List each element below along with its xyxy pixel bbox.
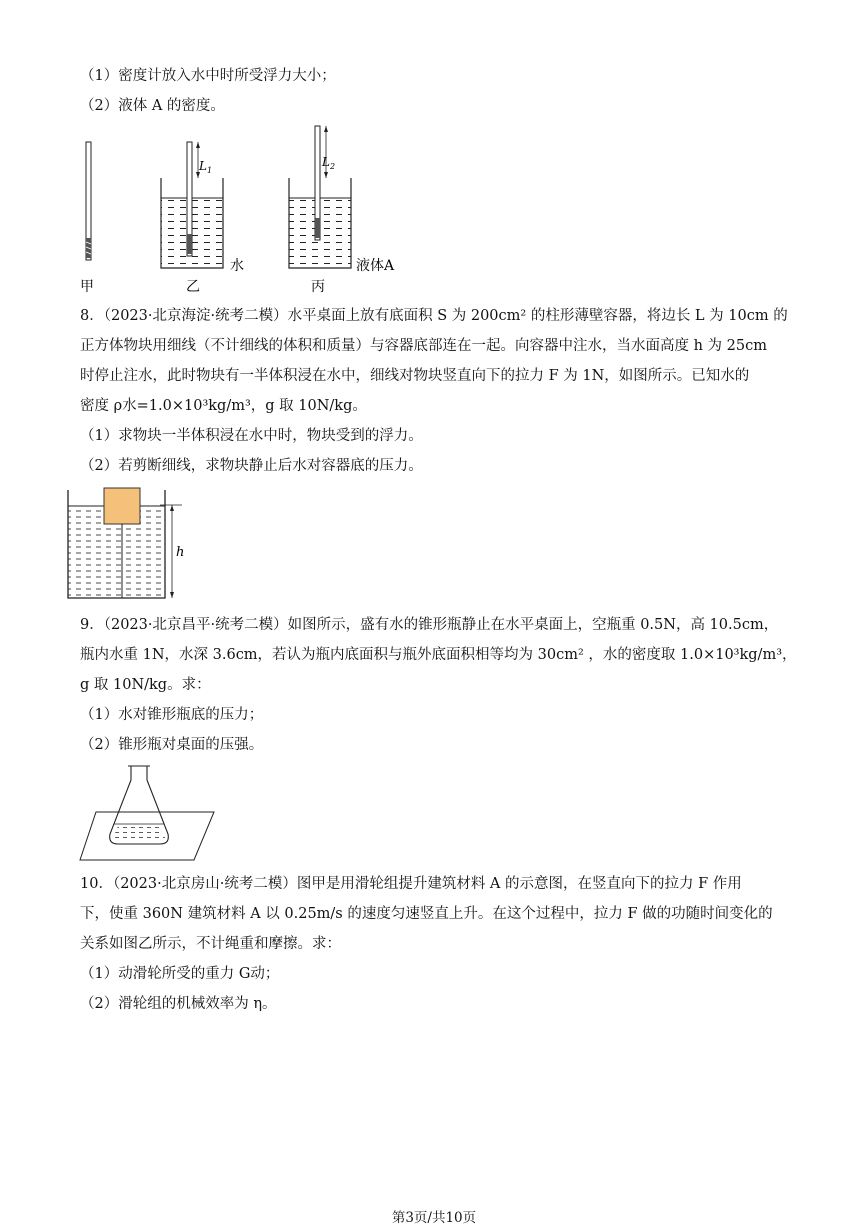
- q8-sub1: （1）求物块一半体积浸在水中时，物块受到的浮力。: [80, 428, 423, 444]
- q7-figure: [70, 120, 410, 300]
- cube-block: [104, 488, 140, 524]
- hydrometer-jia: [86, 142, 91, 260]
- q8-line1: 8．（2023·北京海淀·统考二模）水平桌面上放有底面积 S 为 200cm² 的柱形薄壁容器，将边长 L 为 10cm 的: [80, 308, 788, 324]
- q10-line3: 关系如图乙所示，不计绳重和摩擦。求：: [80, 936, 341, 952]
- label-water: 水: [230, 258, 244, 274]
- label-h: h: [176, 545, 185, 560]
- q9-figure: [74, 760, 224, 864]
- label-L1: $L_1$: [199, 159, 213, 175]
- q10-sub2: （2）滑轮组的机械效率为 η。: [80, 996, 277, 1012]
- q9-line2: 瓶内水重 1N，水深 3.6cm，若认为瓶内底面积与瓶外底面积相等均为 30cm² ，水的密度取 1.0×10³kg/m³，: [80, 647, 797, 663]
- q10-line2: 下，使重 360N 建筑材料 A 以 0.25m/s 的速度匀速竖直上升。在这个过程中，拉力 F 做的功随时间变化的: [80, 906, 773, 922]
- q10-line1: 10．（2023·北京房山·统考二模）图甲是用滑轮组提升建筑材料 A 的示意图，在竖直向下的拉力 F 作用: [80, 876, 742, 892]
- label-bing: 丙: [311, 279, 325, 295]
- q9-sub2: （2）锥形瓶对桌面的压强。: [80, 737, 264, 753]
- q9-sub1: （1）水对锥形瓶底的压力；: [80, 707, 264, 723]
- beaker-yi: [161, 142, 223, 268]
- q7-sub2: （2）液体 A 的密度。: [80, 98, 225, 114]
- q8-line3: 时停止注水，此时物块有一半体积浸在水中，细线对物块竖直向下的拉力 F 为 1N，如图所示。已知水的: [80, 368, 750, 384]
- q8-line4: 密度 ρ水=1.0×10³kg/m³，g 取 10N/kg。: [80, 398, 367, 414]
- q9-line1: 9．（2023·北京昌平·统考二模）如图所示，盛有水的锥形瓶静止在水平桌面上，空瓶重 0.5N，高 10.5cm，: [80, 617, 779, 633]
- label-jia: 甲: [80, 279, 94, 295]
- q8-figure: [64, 484, 204, 604]
- label-L2: $L_2$: [322, 155, 336, 171]
- q7-sub1: （1）密度计放入水中时所受浮力大小；: [80, 68, 336, 84]
- label-liquid-a: 液体A: [356, 258, 395, 274]
- q8-sub2: （2）若剪断细线，求物块静止后水对容器底的压力。: [80, 458, 423, 474]
- q10-sub1: （1）动滑轮所受的重力 G动；: [80, 966, 280, 982]
- page-footer: 第3页/共10页: [391, 1210, 477, 1226]
- beaker-bing: [289, 126, 351, 268]
- q9-line3: g 取 10N/kg。求：: [80, 677, 211, 693]
- q8-line2: 正方体物块用细线（不计细线的体积和质量）与容器底部连在一起。向容器中注水，当水面高度 h 为 25cm: [80, 338, 767, 354]
- label-yi: 乙: [186, 279, 200, 295]
